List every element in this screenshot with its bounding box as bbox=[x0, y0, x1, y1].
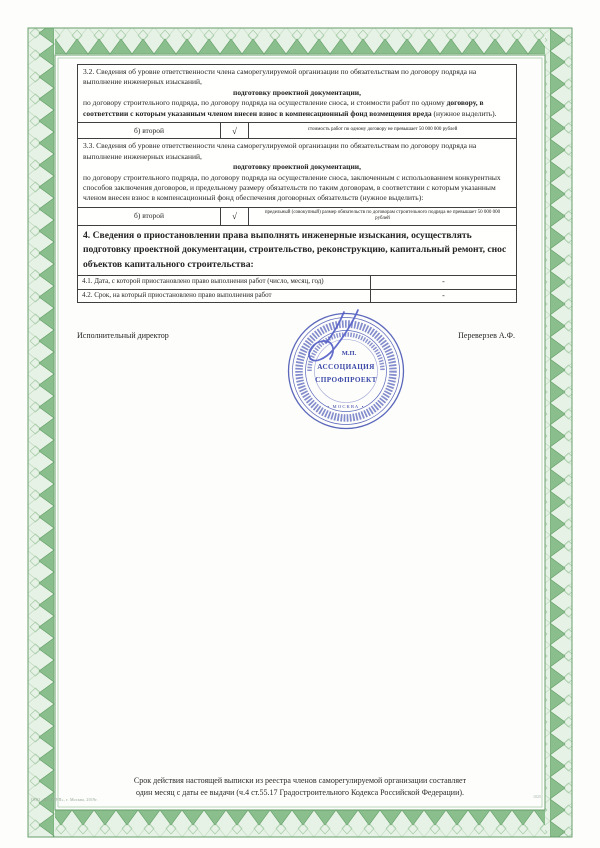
stamp-city-label: • МОСКВА • bbox=[327, 404, 365, 409]
validity-note-line1: Срок действия настоящей выписки из реестра членов саморегулируемой организации составляет bbox=[133, 776, 467, 785]
section-3-3-intro: 3.3. Сведения об уровне ответственности члена саморегулируемой организации по обязательствам по договору подряда на выполнение инженерных изысканий, bbox=[83, 141, 477, 161]
option-label: б) второй bbox=[134, 126, 164, 136]
validity-note-line2: один месяц с даты ее выдачи (ч.4 ст.55.17 Градостроительного Кодекса Российской Федерации). bbox=[135, 787, 465, 797]
signatory-name: Переверзев А.Ф. bbox=[458, 331, 515, 340]
stamp-seal-icon bbox=[283, 308, 409, 434]
checkmark-icon: √ bbox=[220, 123, 249, 138]
validity-note bbox=[65, 775, 535, 798]
section-3-3-highlight: подготовку проектной документации, bbox=[233, 162, 361, 172]
section-3-2-body-normal: по договору строительного подряда, по договору подряда на осуществление сноса, и стоимости работ по одному bbox=[83, 98, 447, 108]
row-4-2-value: - bbox=[370, 290, 516, 303]
stamp-org-line1: АССОЦИАЦИЯ bbox=[317, 363, 375, 371]
printer-imprint: ООО «ИТ ГРУП», г. Москва, 2019г. bbox=[31, 797, 98, 802]
option-value: стоимость работ по одному договору не превышает 50 000 000 рублей bbox=[307, 127, 458, 133]
section-3-2-body-bold: договору, в соответствии с которым указанным членом внесен взнос в компенсационный фонд возмещения вреда bbox=[83, 98, 484, 118]
row-4-1-value: - bbox=[370, 276, 516, 289]
section-3-2 bbox=[78, 65, 516, 122]
stamp-mp-label: М.П. bbox=[341, 350, 357, 357]
table-row-4-1 bbox=[78, 275, 516, 289]
section-3-2-highlight: подготовку проектной документации, bbox=[233, 87, 361, 97]
section-3-3-body: по договору строительного подряда, по договору подряда на осуществление сноса, заключенным с использованием конкурентных способов заключения договоров, и предельному размеру обязательств по таким договорам, в соответствии с которым указанным членом внесен взнос в компенсационный фонд обеспечения договорных обязательств (нужное выделить): bbox=[83, 172, 501, 203]
row-4-2-label: 4.2. Срок, на который приостановлено право выполнения работ bbox=[82, 290, 272, 299]
section-3-2-body bbox=[83, 98, 511, 119]
section-3-2-intro: 3.2. Сведения об уровне ответственности члена саморегулируемой организации по обязательствам по договору подряда на выполнение инженерных изысканий, bbox=[83, 67, 477, 87]
option-label: б) второй bbox=[134, 210, 164, 220]
section-3-2-option-row bbox=[78, 122, 516, 138]
row-4-1-label: 4.1. Дата, с которой приостановлено право выполнения работ (число, месяц, год) bbox=[82, 277, 324, 286]
signatory-title: Исполнительный директор bbox=[77, 331, 169, 340]
stamp-org-line2: СПРОФПРОЕКТ bbox=[315, 376, 377, 384]
option-value: предельный (совокупный) размер обязательств по договорам строительного подряда не превышает 50 000 000 рублей bbox=[264, 209, 501, 222]
section-3-2-tail: (нужное выделить). bbox=[431, 108, 497, 118]
checkmark-icon: √ bbox=[220, 208, 249, 225]
section-4-heading: 4. Сведения о приостановлении права выполнять инженерные изыскания, осуществлять подготовку проектной документации, строительство, реконструкцию, капитальный ремонт, снос объектов капитального строительства: bbox=[78, 225, 516, 275]
form-number: 1025 bbox=[533, 794, 541, 799]
table-row-4-2 bbox=[78, 289, 516, 303]
section-3-3 bbox=[78, 138, 516, 206]
registry-table bbox=[77, 64, 517, 303]
official-stamp bbox=[283, 308, 409, 434]
section-3-3-option-row bbox=[78, 207, 516, 225]
